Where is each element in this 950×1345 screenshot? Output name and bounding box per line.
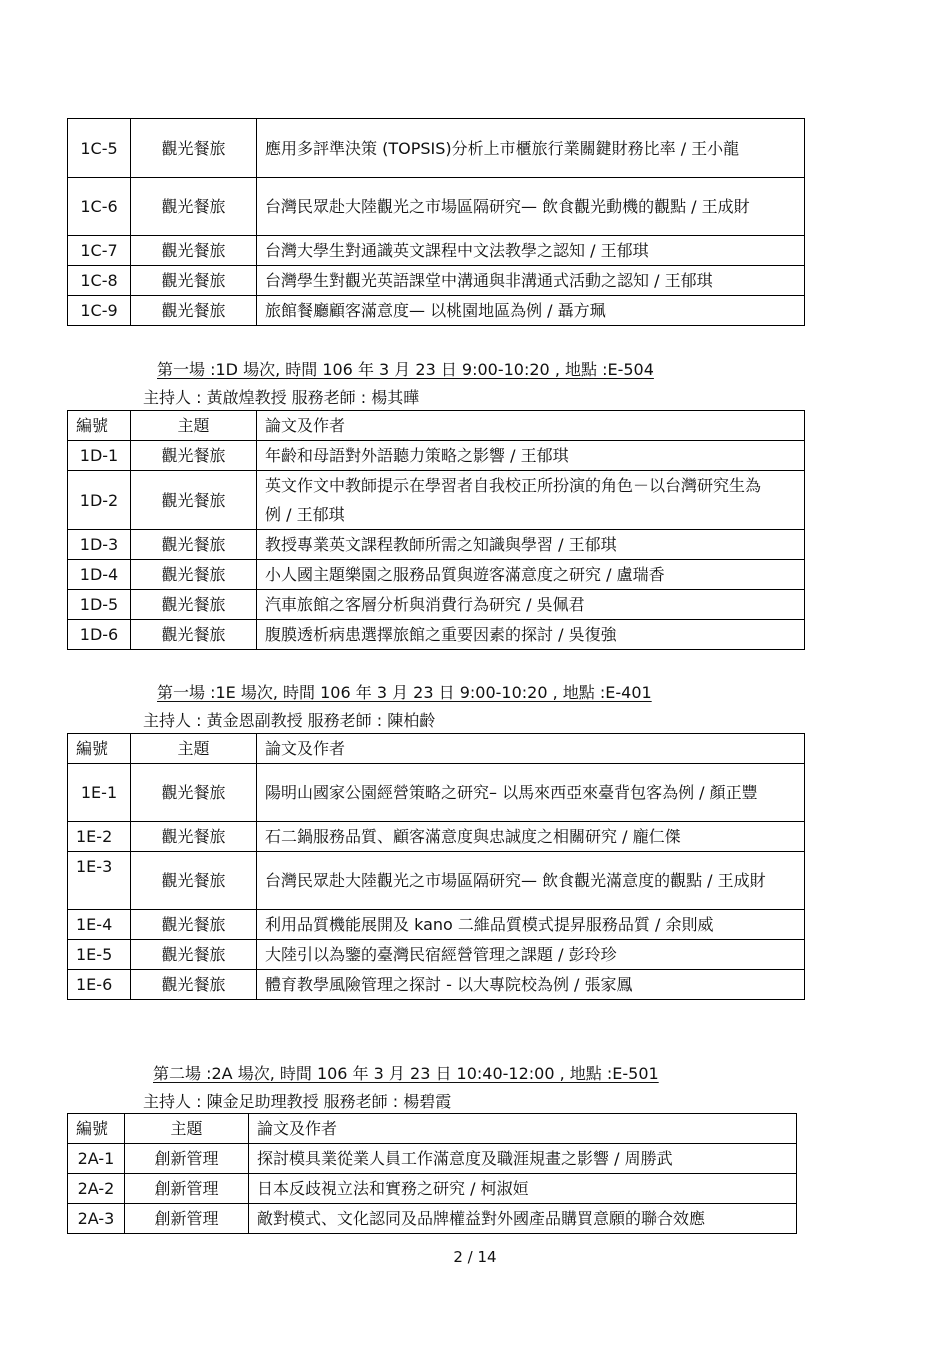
paper-code: 1E-1 <box>68 764 131 822</box>
schedule-table-1e <box>67 733 805 1000</box>
paper-topic: 觀光餐旅 <box>131 764 257 822</box>
table-row <box>68 119 805 178</box>
table-row <box>68 296 805 326</box>
table-header-row <box>68 734 805 764</box>
paper-topic: 觀光餐旅 <box>131 119 257 178</box>
header-paper: 論文及作者 <box>257 734 805 764</box>
session-host-1e: 主持人 : 黃金恩副教授 服務老師 : 陳柏齡 <box>143 711 436 730</box>
paper-title-author: 日本反歧視立法和實務之研究 / 柯淑姮 <box>249 1174 797 1204</box>
session-title-2a: 第二場 :2A 場次, 時間 106 年 3 月 23 日 10:40-12:00 , 地點 :E-501 <box>153 1064 659 1083</box>
paper-code: 1E-2 <box>68 822 131 852</box>
paper-code: 1D-1 <box>68 441 131 471</box>
paper-topic: 觀光餐旅 <box>131 560 257 590</box>
paper-topic: 觀光餐旅 <box>131 296 257 326</box>
header-topic: 主題 <box>131 411 257 441</box>
paper-code: 1E-6 <box>68 970 131 1000</box>
paper-title-author: 體育教學風險管理之探討 - 以大專院校為例 / 張家鳳 <box>257 970 805 1000</box>
table-row <box>68 1204 797 1234</box>
paper-title-author: 旅館餐廳顧客滿意度— 以桃園地區為例 / 聶方珮 <box>257 296 805 326</box>
table-row <box>68 764 805 822</box>
paper-topic: 觀光餐旅 <box>131 471 257 530</box>
paper-code: 1D-4 <box>68 560 131 590</box>
table-header-row <box>68 411 805 441</box>
table-row <box>68 822 805 852</box>
table-row <box>68 590 805 620</box>
paper-topic: 創新管理 <box>125 1144 249 1174</box>
paper-topic: 觀光餐旅 <box>131 940 257 970</box>
paper-title-author: 年齡和母語對外語聽力策略之影響 / 王郁琪 <box>257 441 805 471</box>
table-row <box>68 236 805 266</box>
schedule-table-1d <box>67 410 805 650</box>
paper-title-author: 汽車旅館之客層分析與消費行為研究 / 吳佩君 <box>257 590 805 620</box>
table-row <box>68 910 805 940</box>
table-row <box>68 560 805 590</box>
paper-topic: 創新管理 <box>125 1204 249 1234</box>
table-row <box>68 266 805 296</box>
paper-title-author: 敵對模式、文化認同及品牌權益對外國產品購買意願的聯合效應 <box>249 1204 797 1234</box>
table-row <box>68 620 805 650</box>
table-row <box>68 441 805 471</box>
paper-topic: 觀光餐旅 <box>131 590 257 620</box>
paper-code: 1E-5 <box>68 940 131 970</box>
table-row <box>68 970 805 1000</box>
header-code: 編號 <box>68 734 131 764</box>
page-number: 2 / 14 <box>453 1248 497 1266</box>
table-row <box>68 1174 797 1204</box>
paper-code: 1D-2 <box>68 471 131 530</box>
table-row <box>68 530 805 560</box>
paper-code: 2A-1 <box>68 1144 125 1174</box>
paper-title-author: 探討模具業從業人員工作滿意度及職涯規畫之影響 / 周勝武 <box>249 1144 797 1174</box>
paper-code: 1C-5 <box>68 119 131 178</box>
paper-code: 1D-6 <box>68 620 131 650</box>
paper-topic: 觀光餐旅 <box>131 620 257 650</box>
paper-title-author: 應用多評準決策 (TOPSIS)分析上市櫃旅行業關鍵財務比率 / 王小龍 <box>257 119 805 178</box>
table-row <box>68 940 805 970</box>
paper-title-author: 利用品質機能展開及 kano 二維品質模式提昇服務品質 / 余則威 <box>257 910 805 940</box>
header-paper: 論文及作者 <box>249 1114 797 1144</box>
paper-topic: 觀光餐旅 <box>131 822 257 852</box>
paper-code: 1D-3 <box>68 530 131 560</box>
paper-topic: 觀光餐旅 <box>131 530 257 560</box>
paper-code: 2A-3 <box>68 1204 125 1234</box>
table-row <box>68 1144 797 1174</box>
paper-title-author: 台灣大學生對通識英文課程中文法教學之認知 / 王郁琪 <box>257 236 805 266</box>
paper-topic: 觀光餐旅 <box>131 910 257 940</box>
paper-title-author: 台灣民眾赴大陸觀光之市場區隔研究— 飲食觀光滿意度的觀點 / 王成財 <box>257 852 805 910</box>
table-header-row <box>68 1114 797 1144</box>
session-title-1e: 第一場 :1E 場次, 時間 106 年 3 月 23 日 9:00-10:20 , 地點 :E-401 <box>157 683 652 702</box>
paper-code: 1E-3 <box>68 852 131 910</box>
session-host-2a: 主持人 : 陳金足助理教授 服務老師 : 楊碧霞 <box>143 1092 452 1111</box>
table-row <box>68 852 805 910</box>
header-paper: 論文及作者 <box>257 411 805 441</box>
paper-title-author: 小人國主題樂園之服務品質與遊客滿意度之研究 / 盧瑞香 <box>257 560 805 590</box>
paper-code: 1C-7 <box>68 236 131 266</box>
session-host-1d: 主持人 : 黃啟煌教授 服務老師 : 楊其曄 <box>143 388 420 407</box>
table-row <box>68 471 805 530</box>
paper-title-author: 台灣學生對觀光英語課堂中溝通與非溝通式活動之認知 / 王郁琪 <box>257 266 805 296</box>
header-code: 編號 <box>68 1114 125 1144</box>
paper-title-author: 英文作文中教師提示在學習者自我校正所扮演的角色－以台灣研究生為例 / 王郁琪 <box>257 471 805 530</box>
paper-title-author: 腹膜透析病患選擇旅館之重要因素的探討 / 吳復強 <box>257 620 805 650</box>
paper-title-author: 大陸引以為鑒的臺灣民宿經營管理之課題 / 彭玲珍 <box>257 940 805 970</box>
paper-topic: 觀光餐旅 <box>131 178 257 236</box>
paper-code: 1C-8 <box>68 266 131 296</box>
schedule-table-2a <box>67 1113 797 1234</box>
paper-code: 1C-6 <box>68 178 131 236</box>
paper-topic: 觀光餐旅 <box>131 970 257 1000</box>
schedule-table-1c <box>67 118 805 326</box>
paper-title-author: 陽明山國家公園經營策略之研究– 以馬來西亞來臺背包客為例 / 顏正豐 <box>257 764 805 822</box>
paper-title-author: 石二鍋服務品質、顧客滿意度與忠誠度之相關研究 / 龐仁傑 <box>257 822 805 852</box>
header-topic: 主題 <box>131 734 257 764</box>
paper-topic: 觀光餐旅 <box>131 441 257 471</box>
paper-topic: 觀光餐旅 <box>131 236 257 266</box>
session-title-1d: 第一場 :1D 場次, 時間 106 年 3 月 23 日 9:00-10:20 , 地點 :E-504 <box>157 360 654 379</box>
paper-code: 1C-9 <box>68 296 131 326</box>
paper-topic: 觀光餐旅 <box>131 266 257 296</box>
paper-title-author: 教授專業英文課程教師所需之知識與學習 / 王郁琪 <box>257 530 805 560</box>
header-topic: 主題 <box>125 1114 249 1144</box>
paper-title-author: 台灣民眾赴大陸觀光之市場區隔研究— 飲食觀光動機的觀點 / 王成財 <box>257 178 805 236</box>
paper-code: 2A-2 <box>68 1174 125 1204</box>
paper-code: 1E-4 <box>68 910 131 940</box>
header-code: 編號 <box>68 411 131 441</box>
paper-code: 1D-5 <box>68 590 131 620</box>
paper-topic: 觀光餐旅 <box>131 852 257 910</box>
table-row <box>68 178 805 236</box>
paper-topic: 創新管理 <box>125 1174 249 1204</box>
